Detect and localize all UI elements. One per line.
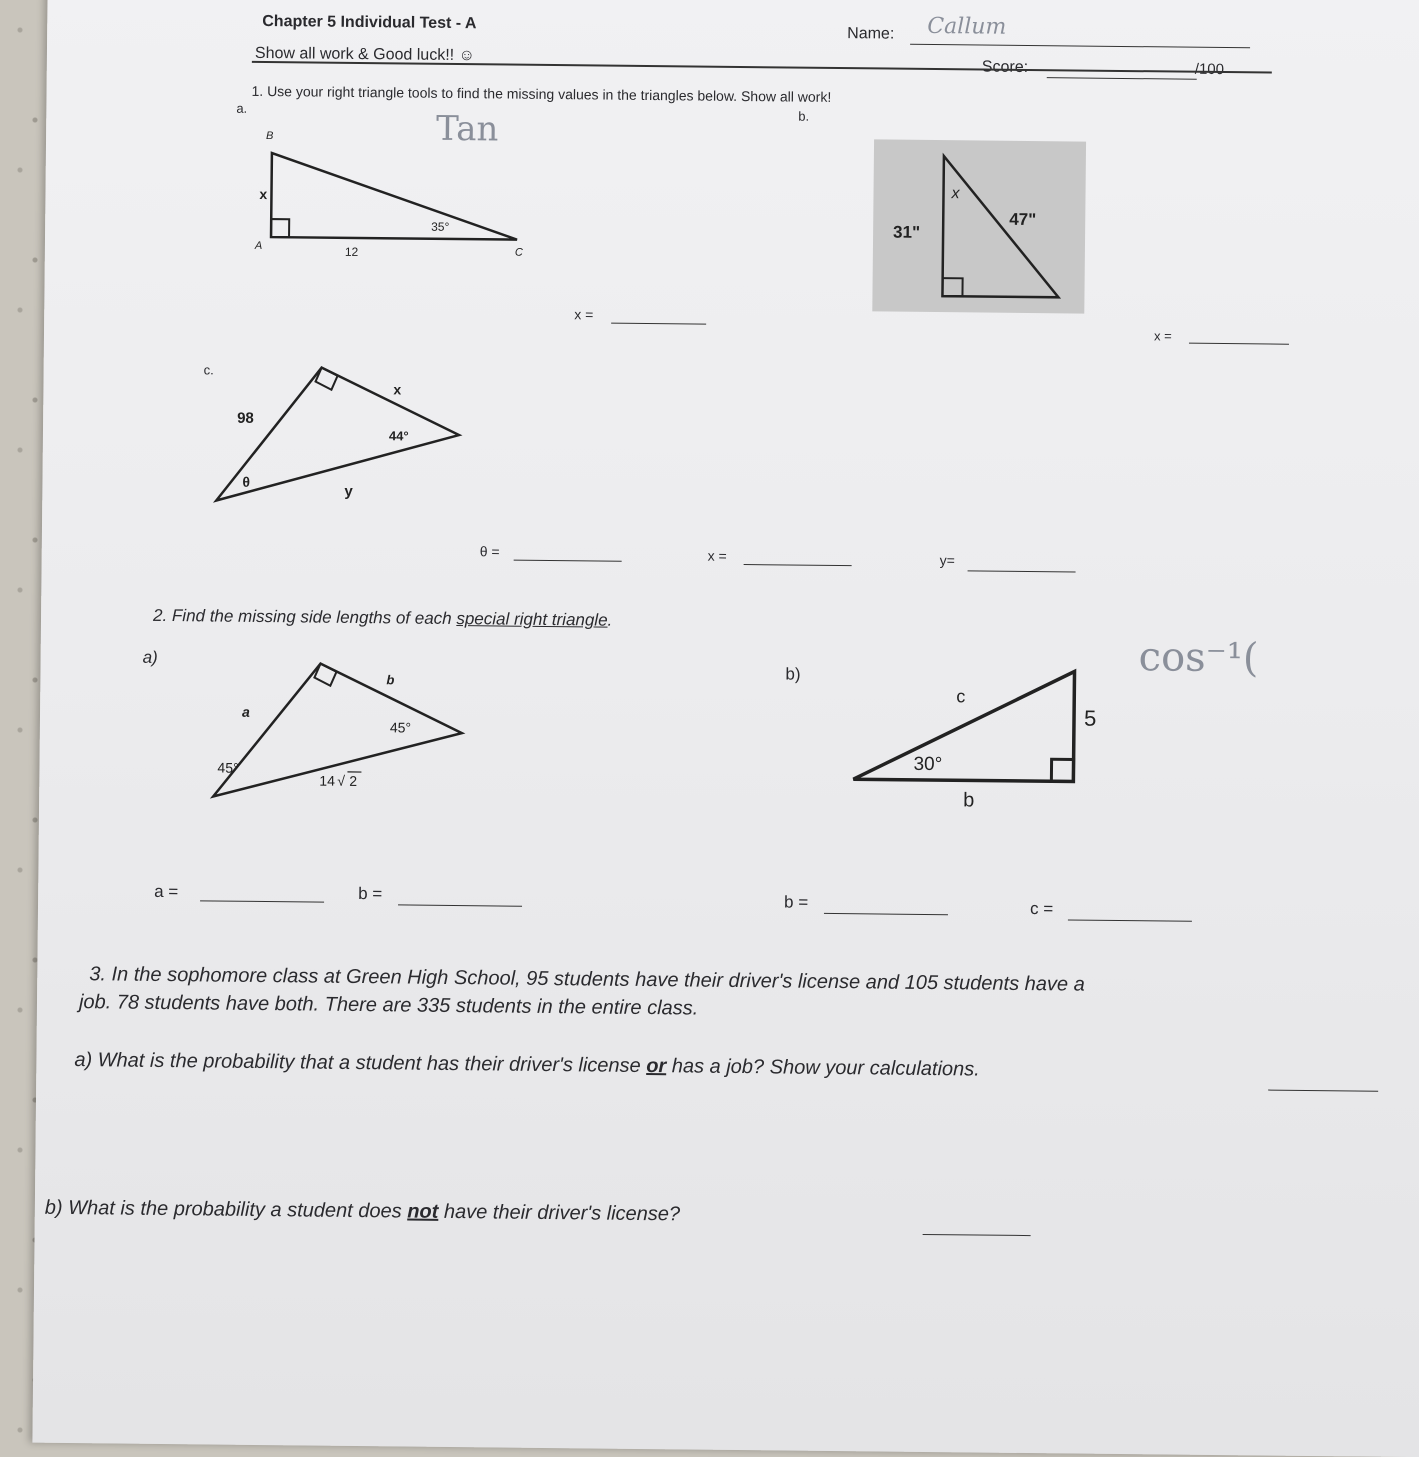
q2b-answer-b-label: b = xyxy=(784,892,808,912)
q2b-label: b) xyxy=(785,664,800,684)
q1b-answer-blank[interactable] xyxy=(1189,343,1289,345)
q2a-label: a) xyxy=(143,648,158,668)
q3b-answer-blank[interactable] xyxy=(923,1234,1031,1236)
vertex-a-label: A xyxy=(254,240,262,252)
q1c-theta-answer-label: θ = xyxy=(480,543,500,559)
name-label: Name: xyxy=(847,25,894,43)
triangle-2b xyxy=(849,661,1111,814)
q1c-x-blank[interactable] xyxy=(744,564,852,566)
q3a-end: has a job? Show your calculations. xyxy=(672,1055,980,1080)
q2-prompt-start: 2. Find the missing side lengths of each xyxy=(153,606,452,628)
q3b-end: have their driver's license? xyxy=(444,1201,680,1225)
score-total: /100 xyxy=(1195,61,1224,78)
q3b-question xyxy=(45,1197,680,1227)
q3-prompt-line2: job. 78 students have both. There are 335 students in the entire class. xyxy=(79,991,698,1020)
test-title: Chapter 5 Individual Test - A xyxy=(262,13,476,33)
motto-text: Show all work & Good luck!! ☺ xyxy=(255,45,475,65)
q2-prompt-end: . xyxy=(608,611,613,630)
side-b-label: b xyxy=(963,789,974,811)
q3a-question xyxy=(74,1049,980,1081)
test-paper xyxy=(32,0,1419,1457)
angle-top-label: 45° xyxy=(390,719,411,735)
q3b-start: b) What is the probability a student does xyxy=(45,1197,402,1223)
side-b-label: b xyxy=(386,672,394,687)
side-x-label: x xyxy=(950,185,960,202)
side-c-label: c xyxy=(956,686,965,706)
q1a-label: a. xyxy=(236,101,247,116)
q1c-theta-blank[interactable] xyxy=(514,560,622,562)
q1b-answer-label: x = xyxy=(1154,328,1172,343)
triangle-1b xyxy=(872,139,1086,313)
triangle-1c xyxy=(212,360,474,513)
q2a-answer-a-blank[interactable] xyxy=(200,900,324,902)
angle-left-label: 45° xyxy=(217,760,238,776)
q2a-answer-b-blank[interactable] xyxy=(398,904,522,906)
side-a-label: a xyxy=(242,704,250,720)
q3a-or: or xyxy=(646,1055,666,1077)
triangle-2a xyxy=(211,654,473,807)
score-blank[interactable] xyxy=(1047,77,1197,80)
vertex-c-label: C xyxy=(515,247,523,259)
angle-44-label: 44° xyxy=(389,428,409,443)
side-x-label: x xyxy=(393,381,401,397)
q3-prompt-line1: 3. In the sophomore class at Green High School, 95 students have their driver's license and 105 students have a xyxy=(89,963,1085,996)
side-y-label: y xyxy=(344,483,353,500)
angle-35-label: 35° xyxy=(431,220,449,234)
score-label: Score: xyxy=(982,58,1028,76)
q1b-label: b. xyxy=(798,109,809,124)
side-x-label: x xyxy=(259,186,267,202)
q1a-answer-blank[interactable] xyxy=(611,323,706,325)
q1c-y-blank[interactable] xyxy=(968,570,1076,572)
hyp-coef-label: 14 xyxy=(319,773,335,789)
q2-prompt-underlined: special right triangle xyxy=(456,609,607,630)
q3a-answer-blank[interactable] xyxy=(1268,1090,1378,1092)
q2b-answer-c-label: c = xyxy=(1030,899,1053,919)
handwritten-tan: Tan xyxy=(436,109,499,150)
side-98-label: 98 xyxy=(237,410,254,427)
student-name: Callum xyxy=(927,14,1006,40)
handwritten-cos-inverse: cos⁻¹( xyxy=(1138,634,1258,681)
vertex-b-label: B xyxy=(266,130,273,142)
q2a-answer-a-label: a = xyxy=(154,882,178,902)
side-5-label: 5 xyxy=(1084,706,1097,731)
side-31-label: 31" xyxy=(893,223,920,242)
side-47-label: 47" xyxy=(1009,210,1036,229)
q1c-x-answer-label: x = xyxy=(708,548,727,564)
q2-prompt xyxy=(153,606,612,631)
q3a-start: a) What is the probability that a student has their driver's license xyxy=(74,1049,641,1077)
hyp-rad-label: 2 xyxy=(349,773,357,789)
angle-30-label: 30° xyxy=(913,754,942,775)
q1a-answer-label: x = xyxy=(574,306,593,322)
q2b-answer-b-blank[interactable] xyxy=(824,913,948,915)
side-12-label: 12 xyxy=(345,245,359,259)
theta-label: θ xyxy=(242,474,250,490)
q1c-y-answer-label: y= xyxy=(940,552,955,568)
q1c-label: c. xyxy=(204,362,214,377)
q2a-answer-b-label: b = xyxy=(358,884,382,904)
radical-symbol: √ xyxy=(337,773,345,789)
header-rule xyxy=(252,61,1272,74)
name-blank[interactable] xyxy=(910,44,1250,49)
q3b-not: not xyxy=(407,1201,438,1223)
q1-prompt: 1. Use your right triangle tools to find the missing values in the triangles below. Show all work! xyxy=(251,83,831,105)
q2b-answer-c-blank[interactable] xyxy=(1068,919,1192,921)
